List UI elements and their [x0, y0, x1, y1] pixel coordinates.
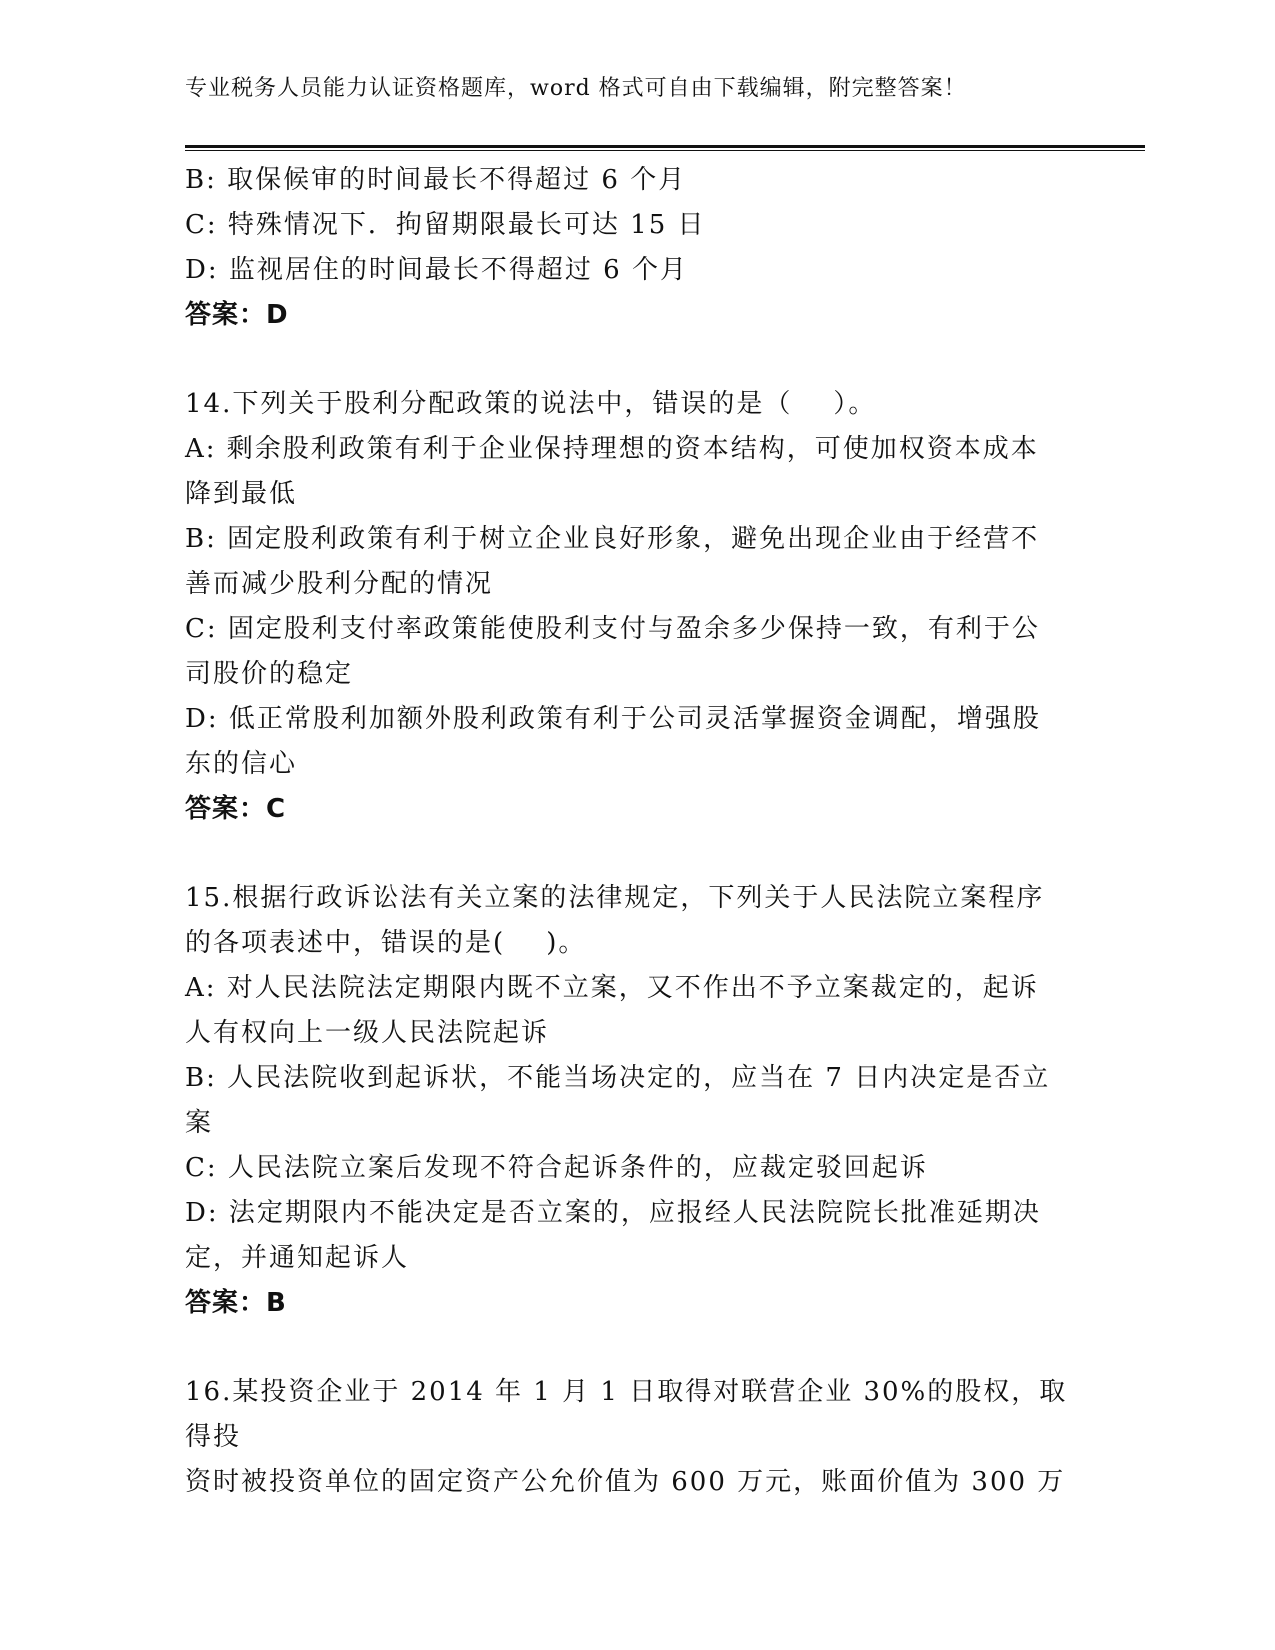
- document-body: [185, 158, 1085, 1505]
- q15-option-a-line2: 人有权向上一级人民法院起诉: [185, 1018, 550, 1048]
- q15-stem-line1: 15.根据行政诉讼法有关立案的法律规定，下列关于人民法院立案程序: [185, 883, 1045, 913]
- q15-option-c: C: 人民法院立案后发现不符合起诉条件的，应裁定驳回起诉: [185, 1153, 928, 1183]
- q13-option-c: C: 特殊情况下．拘留期限最长可达 15 日: [185, 210, 706, 240]
- q15-option-a-line1: A: 对人民法院法定期限内既不立案，又不作出不予立案裁定的，起诉: [185, 973, 1039, 1003]
- header-rule-thick: [185, 145, 1145, 148]
- q16-stem-line1: 16.某投资企业于 2014 年 1 月 1 日取得对联营企业 30%的股权，取得投: [185, 1377, 1068, 1452]
- q14-option-d-line1: D: 低正常股利加额外股利政策有利于公司灵活掌握资金调配，增强股: [185, 704, 1041, 734]
- q15-option-b-line1: B: 人民法院收到起诉状，不能当场决定的，应当在 7 日内决定是否立: [185, 1063, 1051, 1093]
- question-13-tail: [185, 158, 1085, 338]
- q15-option-d-line1: D: 法定期限内不能决定是否立案的，应报经人民法院院长批准延期决: [185, 1198, 1041, 1228]
- question-16: [185, 1370, 1085, 1505]
- q15-option-b-line2: 案: [185, 1108, 214, 1138]
- question-15: [185, 876, 1085, 1326]
- q14-answer: 答案：C: [185, 794, 287, 824]
- q13-option-b: B: 取保候审的时间最长不得超过 6 个月: [185, 165, 687, 195]
- q14-option-d-line2: 东的信心: [185, 749, 298, 779]
- q15-stem-line2: 的各项表述中，错误的是( )。: [185, 928, 587, 958]
- spacer: [185, 832, 1085, 876]
- q15-option-d-line2: 定，并通知起诉人: [185, 1243, 410, 1273]
- q14-option-c-line2: 司股价的稳定: [185, 659, 354, 689]
- q15-answer: 答案：B: [185, 1288, 287, 1318]
- q13-answer: 答案：D: [185, 300, 289, 330]
- q14-option-b-line2: 善而减少股利分配的情况: [185, 569, 494, 599]
- page-header: 专业税务人员能力认证资格题库，word 格式可自由下载编辑，附完整答案！: [185, 76, 967, 101]
- q14-option-a-line2: 降到最低: [185, 479, 298, 509]
- spacer: [185, 338, 1085, 382]
- header-rule-thin: [185, 150, 1145, 151]
- q13-option-d: D: 监视居住的时间最长不得超过 6 个月: [185, 255, 688, 285]
- question-14: [185, 382, 1085, 832]
- spacer: [185, 1326, 1085, 1370]
- q14-stem: 14.下列关于股利分配政策的说法中，错误的是（ ）。: [185, 389, 877, 419]
- q14-option-a-line1: A: 剩余股利政策有利于企业保持理想的资本结构，可使加权资本成本: [185, 434, 1039, 464]
- q16-stem-line2: 资时被投资单位的固定资产公允价值为 600 万元，账面价值为 300 万: [185, 1467, 1066, 1497]
- q14-option-c-line1: C: 固定股利支付率政策能使股利支付与盈余多少保持一致，有利于公: [185, 614, 1040, 644]
- q14-option-b-line1: B: 固定股利政策有利于树立企业良好形象，避免出现企业由于经营不: [185, 524, 1040, 554]
